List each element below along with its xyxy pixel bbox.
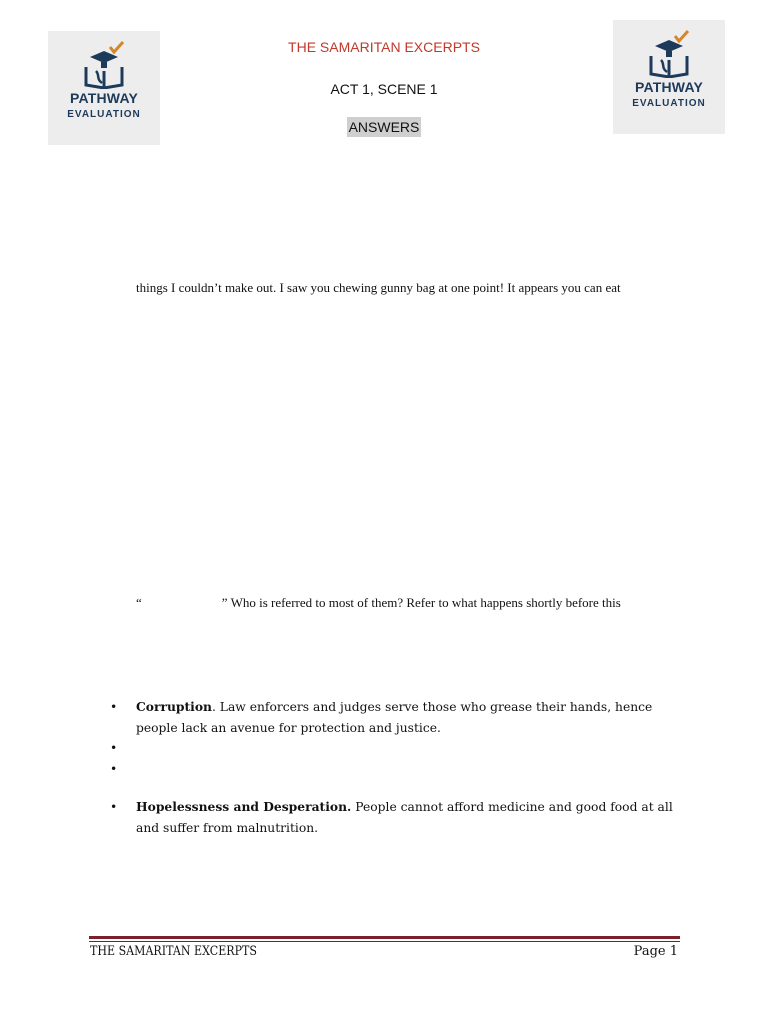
logo-word-pathway: PATHWAY — [69, 90, 139, 106]
list-item-term: Hopelessness and Desperation. — [136, 799, 352, 814]
bullet-icon: • — [110, 700, 118, 714]
footer-title: THE SAMARITAN EXCERPTS — [90, 944, 257, 959]
answers-heading: ANSWERS — [348, 119, 420, 135]
bullet-icon: • — [110, 741, 118, 755]
list-item — [110, 697, 680, 738]
page-number: Page 1 — [633, 944, 678, 959]
bullet-icon: • — [110, 800, 118, 814]
list-item-term: Corruption — [136, 699, 212, 714]
question-text: ” Who is referred to most of them? Refer to what happens shortly before this — [221, 595, 621, 610]
act-scene-heading: ACT 1, SCENE 1 — [330, 81, 438, 97]
document-title: THE SAMARITAN EXCERPTS — [288, 39, 480, 55]
list-item-empty — [110, 759, 680, 780]
answers-list — [110, 697, 680, 838]
footer-divider — [89, 936, 680, 942]
question-line — [136, 595, 621, 611]
logo-word-pathway: PATHWAY — [634, 79, 704, 95]
list-item — [110, 797, 680, 838]
list-item-text: People cannot afford medicine and good food at all and suffer from malnutrition. — [136, 800, 673, 835]
list-item-text: . Law enforcers and judges serve those who grease their hands, hence people lack an avenue for protection and justice. — [136, 700, 653, 735]
open-quote: “ — [136, 595, 142, 610]
answers-heading-wrap — [0, 119, 768, 135]
excerpt-line: things I couldn’t make out. I saw you chewing gunny bag at one point! It appears you can eat — [136, 280, 621, 295]
bullet-icon: • — [110, 761, 118, 776]
list-item-empty — [110, 738, 680, 759]
pathway-logo-right — [613, 20, 725, 134]
logo-word-evaluation: EVALUATION — [67, 109, 141, 120]
logo-word-evaluation: EVALUATION — [632, 98, 706, 109]
